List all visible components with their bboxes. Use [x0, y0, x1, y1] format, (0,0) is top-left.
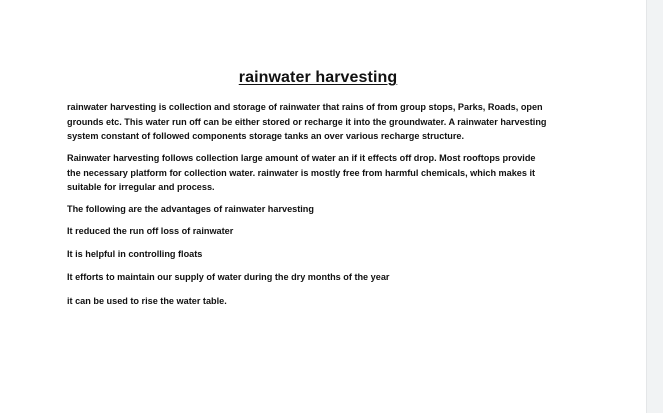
advantage-item: It reduced the run off loss of rainwater	[67, 226, 234, 236]
paragraph-intro	[67, 100, 546, 144]
paragraph-line: Rainwater harvesting follows collection large amount of water an if it effects off drop. Most rooftops provide	[67, 153, 536, 163]
side-gutter	[646, 0, 663, 413]
advantage-item: It efforts to maintain our supply of water during the dry months of the year	[67, 272, 390, 282]
advantages-heading: The following are the advantages of rainwater harvesting	[67, 204, 314, 214]
paragraph-collection	[67, 151, 535, 195]
advantage-item: It is helpful in controlling floats	[67, 249, 203, 259]
paragraph-line: suitable for irregular and process.	[67, 182, 215, 192]
paragraph-line: grounds etc. This water run off can be either stored or recharge it into the groundwater. A rainwater harvesting	[67, 116, 547, 127]
paragraph-line: system constant of followed components storage tanks an over various recharge structure.	[67, 131, 465, 141]
document-title: rainwater harvesting	[238, 69, 398, 86]
advantage-item: it can be used to rise the water table.	[67, 296, 227, 306]
paragraph-line: the necessary platform for collection water. rainwater is mostly free from harmful chemicals, which makes it	[67, 167, 536, 178]
paragraph-line: rainwater harvesting is collection and storage of rainwater that rains of from group stops, Parks, Roads, open	[67, 102, 543, 112]
